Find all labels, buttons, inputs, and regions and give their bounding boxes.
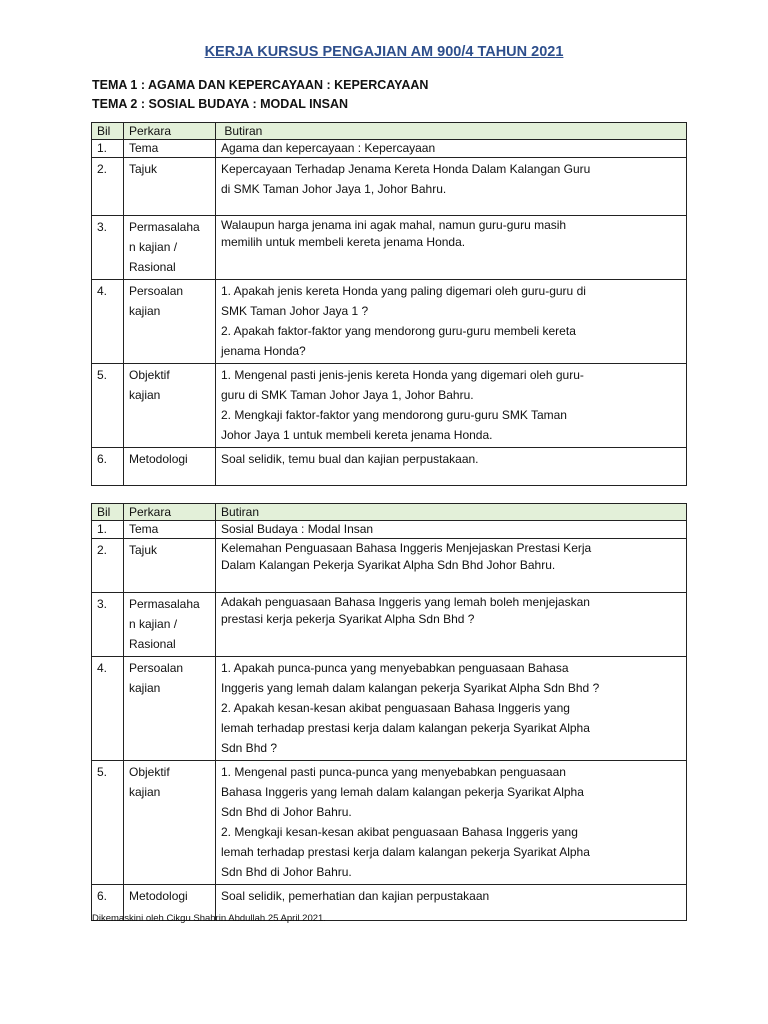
row-perkara: Persoalan kajian	[124, 657, 216, 761]
row-bil: 1.	[92, 521, 124, 539]
row-perkara: Persoalan kajian	[124, 280, 216, 364]
row-butiran: Kelemahan Penguasaan Bahasa Inggeris Menjejaskan Prestasi Kerja Dalam Kalangan Pekerja Syarikat Alpha Sdn Bhd Johor Bahru.	[216, 539, 687, 593]
table-row	[92, 761, 687, 885]
row-bil: 4.	[92, 280, 124, 364]
row-perkara: Metodologi	[124, 448, 216, 486]
row-bil: 2.	[92, 539, 124, 593]
header-butiran: Butiran	[216, 123, 687, 140]
table-row	[92, 140, 687, 158]
row-butiran: 1. Apakah jenis kereta Honda yang paling digemari oleh guru-guru di SMK Taman Johor Jaya 1 ? 2. Apakah faktor-faktor yang mendorong guru-guru membeli kereta jenama Honda?	[216, 280, 687, 364]
row-perkara: Tajuk	[124, 539, 216, 593]
row-butiran: Agama dan kepercayaan : Kepercayaan	[216, 140, 687, 158]
row-perkara: Objektif kajian	[124, 761, 216, 885]
row-bil: 5.	[92, 364, 124, 448]
row-perkara: Tema	[124, 521, 216, 539]
table-row	[92, 158, 687, 216]
header-butiran: Butiran	[216, 504, 687, 521]
header-bil: Bil	[92, 123, 124, 140]
row-perkara: Permasalaha n kajian / Rasional	[124, 593, 216, 657]
row-bil: 4.	[92, 657, 124, 761]
table-tema-2	[91, 503, 687, 921]
table-tema-1	[91, 122, 687, 486]
table-row	[92, 216, 687, 280]
table-row	[92, 448, 687, 486]
row-butiran: Adakah penguasaan Bahasa Inggeris yang lemah boleh menjejaskan prestasi kerja pekerja Syarikat Alpha Sdn Bhd ?	[216, 593, 687, 657]
row-bil: 2.	[92, 158, 124, 216]
row-bil: 1.	[92, 140, 124, 158]
table-row	[92, 657, 687, 761]
header-perkara: Perkara	[124, 504, 216, 521]
row-butiran: 1. Apakah punca-punca yang menyebabkan penguasaan Bahasa Inggeris yang lemah dalam kalangan pekerja Syarikat Alpha Sdn Bhd ? 2. Apakah kesan-kesan akibat penguasaan Bahasa Inggeris yang lemah terhadap prestasi kerja dalam kalangan pekerja Syarikat Alpha Sdn Bhd ?	[216, 657, 687, 761]
table-row	[92, 521, 687, 539]
row-perkara: Metodologi	[124, 885, 216, 921]
row-bil: 3.	[92, 593, 124, 657]
row-butiran: Sosial Budaya : Modal Insan	[216, 521, 687, 539]
row-bil: 6.	[92, 448, 124, 486]
row-perkara: Permasalaha n kajian / Rasional	[124, 216, 216, 280]
row-perkara: Objektif kajian	[124, 364, 216, 448]
table-row	[92, 364, 687, 448]
document-title: KERJA KURSUS PENGAJIAN AM 900/4 TAHUN 2021	[204, 44, 564, 60]
table-row	[92, 593, 687, 657]
row-perkara: Tajuk	[124, 158, 216, 216]
row-butiran: Kepercayaan Terhadap Jenama Kereta Honda Dalam Kalangan Guru di SMK Taman Johor Jaya 1, Johor Bahru.	[216, 158, 687, 216]
table-header-row	[92, 504, 687, 521]
row-butiran: Walaupun harga jenama ini agak mahal, namun guru-guru masih memilih untuk membeli kereta jenama Honda.	[216, 216, 687, 280]
tema-1-line: TEMA 1 : AGAMA DAN KEPERCAYAAN : KEPERCAYAAN	[92, 78, 429, 92]
tema-2-line: TEMA 2 : SOSIAL BUDAYA : MODAL INSAN	[92, 97, 349, 111]
table-row	[92, 539, 687, 593]
row-butiran: Soal selidik, temu bual dan kajian perpustakaan.	[216, 448, 687, 486]
table-header-row	[92, 123, 687, 140]
row-butiran: 1. Mengenal pasti punca-punca yang menyebabkan penguasaan Bahasa Inggeris yang lemah dalam kalangan pekerja Syarikat Alpha Sdn Bhd di Johor Bahru. 2. Mengkaji kesan-kesan akibat penguasaan Bahasa Inggeris yang lemah terhadap prestasi kerja dalam kalangan pekerja Syarikat Alpha Sdn Bhd di Johor Bahru.	[216, 761, 687, 885]
row-butiran: 1. Mengenal pasti jenis-jenis kereta Honda yang digemari oleh guru- guru di SMK Taman Johor Jaya 1, Johor Bahru. 2. Mengkaji faktor-faktor yang mendorong guru-guru SMK Taman Johor Jaya 1 untuk membeli kereta jenama Honda.	[216, 364, 687, 448]
row-bil: 3.	[92, 216, 124, 280]
header-perkara: Perkara	[124, 123, 216, 140]
header-bil: Bil	[92, 504, 124, 521]
row-butiran: Soal selidik, pemerhatian dan kajian perpustakaan	[216, 885, 687, 921]
footer-note: Dikemaskini oleh Cikgu Shahrin Abdullah 25 April 2021.	[92, 913, 326, 924]
row-bil: 6.	[92, 885, 124, 921]
row-perkara: Tema	[124, 140, 216, 158]
row-bil: 5.	[92, 761, 124, 885]
table-row	[92, 280, 687, 364]
